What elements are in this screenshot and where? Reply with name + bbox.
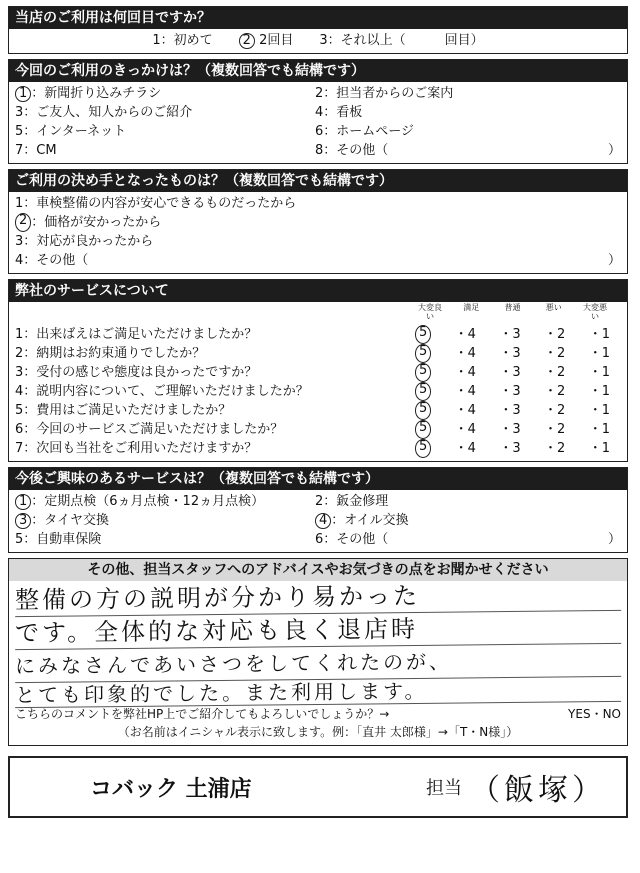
staff-label: 担当 [426, 778, 462, 799]
comment-line-2: です。全体的な対応も良く退店時 [15, 611, 621, 650]
rating-rows [15, 325, 621, 458]
rating-option[interactable]: ・4 [454, 365, 476, 380]
rating-option[interactable]: 5 [415, 401, 431, 420]
factor-option-1[interactable]: 1 ：車検整備の内容が安心できるものだったから [15, 196, 297, 211]
rating-option[interactable]: ・3 [499, 403, 521, 418]
rating-question: 5：費用はご満足いただけましたか？ [15, 403, 232, 418]
rating-option[interactable]: ・2 [544, 384, 566, 399]
visit-option-first[interactable]: 1：初めて [152, 33, 213, 48]
rating-row [15, 325, 621, 344]
rating-scale [415, 363, 610, 382]
staff-name: （飯塚） [470, 773, 606, 808]
interest-option-4[interactable]: 4 ：オイル交換 [315, 511, 615, 530]
rating-row [15, 382, 621, 401]
interest-option-1[interactable]: 1 ：定期点検（6ヵ月点検・12ヵ月点検） [15, 492, 315, 511]
rating-option[interactable]: ・4 [454, 384, 476, 399]
comment-area[interactable] [9, 581, 627, 745]
rating-option[interactable]: ・1 [588, 441, 610, 456]
scale-label-bad: 悪い [545, 303, 562, 312]
trigger-option-1[interactable]: 1 ：新聞折り込みチラシ [15, 84, 315, 103]
trigger-option-8[interactable]: 8：その他（ [315, 143, 389, 158]
rating-question: 4：説明内容について、ご理解いただけましたか？ [15, 384, 309, 399]
rating-option[interactable]: ・1 [588, 403, 610, 418]
scale-label-very-bad: 大変悪い [583, 303, 607, 321]
rating-row [15, 344, 621, 363]
rating-option[interactable]: ・2 [544, 346, 566, 361]
circled-mark: 2 [239, 33, 255, 49]
hp-permission-question: こちらのコメントを弊社HP上でご紹介してもよろしいでしょうか？→ [15, 707, 390, 721]
comment-line-3: にみなさんであいさつをしてくれたのが、 [15, 644, 621, 683]
survey-form [8, 6, 628, 818]
rating-option[interactable]: ・3 [499, 441, 521, 456]
rating-option[interactable]: ・2 [544, 403, 566, 418]
rating-option[interactable]: ・1 [588, 422, 610, 437]
trigger-option-2[interactable]: 2：担当者からのご案内 [315, 86, 454, 101]
rating-row [15, 439, 621, 458]
staff-block [426, 765, 606, 809]
visit-option-more[interactable]: 3：それ以上（ 回目） [319, 33, 484, 48]
interest-heading: 今後ご興味のあるサービスは？（複数回答でも結構です） [9, 468, 627, 490]
rating-option[interactable]: ・2 [544, 422, 566, 437]
rating-option[interactable]: ・4 [454, 346, 476, 361]
factor-option-2[interactable]: 2 ：価格が安かったから [15, 213, 621, 232]
interest-option-5[interactable]: 5：自動車保険 [15, 532, 102, 547]
rating-option[interactable]: ・2 [544, 327, 566, 342]
scale-label-satisfied: 満足 [463, 303, 480, 312]
interest-option-6[interactable]: 6：その他（ [315, 532, 389, 547]
rating-option[interactable]: ・4 [454, 327, 476, 342]
comment-line-4: とても印象的でした。また利用します。 [15, 677, 621, 708]
rating-scale [415, 420, 610, 439]
visit-count-heading: 当店のご利用は何回目ですか？ [9, 7, 627, 29]
trigger-section [8, 59, 628, 164]
interest-option-2[interactable]: 2：鈑金修理 [315, 494, 389, 509]
comment-heading: その他、担当スタッフへのアドバイスやお気づきの点をお聞かせください [9, 559, 627, 581]
trigger-option-3[interactable]: 3：ご友人、知人からのご紹介 [15, 105, 193, 120]
rating-option[interactable]: 5 [415, 382, 431, 401]
rating-scale [415, 325, 610, 344]
rating-option[interactable]: ・4 [454, 403, 476, 418]
factor-option-3[interactable]: 3 ：対応が良かったから [15, 234, 154, 249]
rating-scale [415, 382, 610, 401]
comment-line-1: 整備の方の説明が分かり易かった [15, 578, 621, 617]
rating-question: 7：次回も当社をご利用いただけますか？ [15, 441, 258, 456]
trigger-option-5[interactable]: 5：インターネット [15, 124, 127, 139]
rating-scale [415, 344, 610, 363]
rating-option[interactable]: ・1 [588, 384, 610, 399]
rating-option[interactable]: ・4 [454, 422, 476, 437]
rating-scale [415, 439, 610, 458]
rating-option[interactable]: ・2 [544, 441, 566, 456]
rating-option[interactable]: ・2 [544, 365, 566, 380]
trigger-option-4[interactable]: 4：看板 [315, 105, 363, 120]
deciding-factor-section [8, 169, 628, 274]
trigger-option-6[interactable]: 6：ホームページ [315, 124, 415, 139]
rating-option[interactable]: ・4 [454, 441, 476, 456]
rating-question: 2：納期はお約束通りでしたか？ [15, 346, 206, 361]
rating-question: 1：出来ばえはご満足いただけましたか？ [15, 327, 258, 342]
rating-option[interactable]: 5 [415, 439, 431, 458]
shop-footer [8, 756, 628, 818]
rating-option[interactable]: ・3 [499, 365, 521, 380]
rating-option[interactable]: ・3 [499, 422, 521, 437]
interest-section: 今後ご興味のあるサービスは？（複数回答でも結構です） 1 ：定期点検（6ヵ月点検・12ヵ月点検） 2：鈑金修理 3 ：タイヤ交換 4 ：オイル交換 5：自動車保険 6：その他（ ） [8, 467, 628, 553]
rating-scale-header [415, 303, 610, 325]
yes-no-choice[interactable]: YES・NO [568, 707, 621, 721]
other-close-paren: ） [607, 143, 621, 158]
rating-option[interactable]: ・3 [499, 346, 521, 361]
rating-row [15, 363, 621, 382]
deciding-factor-heading: ご利用の決め手となったものは？（複数回答でも結構です） [9, 170, 627, 192]
trigger-heading: 今回のご利用のきっかけは？（複数回答でも結構です） [9, 60, 627, 82]
comment-section [8, 558, 628, 746]
rating-row [15, 420, 621, 439]
trigger-option-7[interactable]: 7：CM [15, 143, 57, 158]
visit-option-second[interactable]: 2 2回目 [239, 31, 294, 50]
rating-option[interactable]: 5 [415, 325, 431, 344]
rating-option[interactable]: 5 [415, 344, 431, 363]
visit-count-section [8, 6, 628, 54]
rating-row [15, 401, 621, 420]
service-rating-heading: 弊社のサービスについて [9, 280, 627, 302]
rating-scale [415, 401, 610, 420]
initials-note: （お名前はイニシャル表示に致します。例：「直井 太郎様」→「T・N様」） [117, 725, 519, 739]
factor-option-4[interactable]: 4 ：その他（ ） [15, 253, 621, 268]
rating-option[interactable]: ・1 [588, 346, 610, 361]
rating-question: 3：受付の感じや態度は良かったですか？ [15, 365, 258, 380]
scale-label-very-good: 大変良い [418, 303, 442, 321]
rating-question: 6：今回のサービスご満足いただけましたか？ [15, 422, 284, 437]
rating-option[interactable]: ・1 [588, 327, 610, 342]
rating-option[interactable]: ・1 [588, 365, 610, 380]
rating-option[interactable]: 5 [415, 363, 431, 382]
rating-option[interactable]: ・3 [499, 384, 521, 399]
shop-name: コバック 土浦店 [90, 776, 252, 802]
interest-option-3[interactable]: 3 ：タイヤ交換 [15, 511, 315, 530]
rating-option[interactable]: 5 [415, 420, 431, 439]
rating-option[interactable]: ・3 [499, 327, 521, 342]
scale-label-normal: 普通 [504, 303, 521, 312]
service-rating-section [8, 279, 628, 462]
